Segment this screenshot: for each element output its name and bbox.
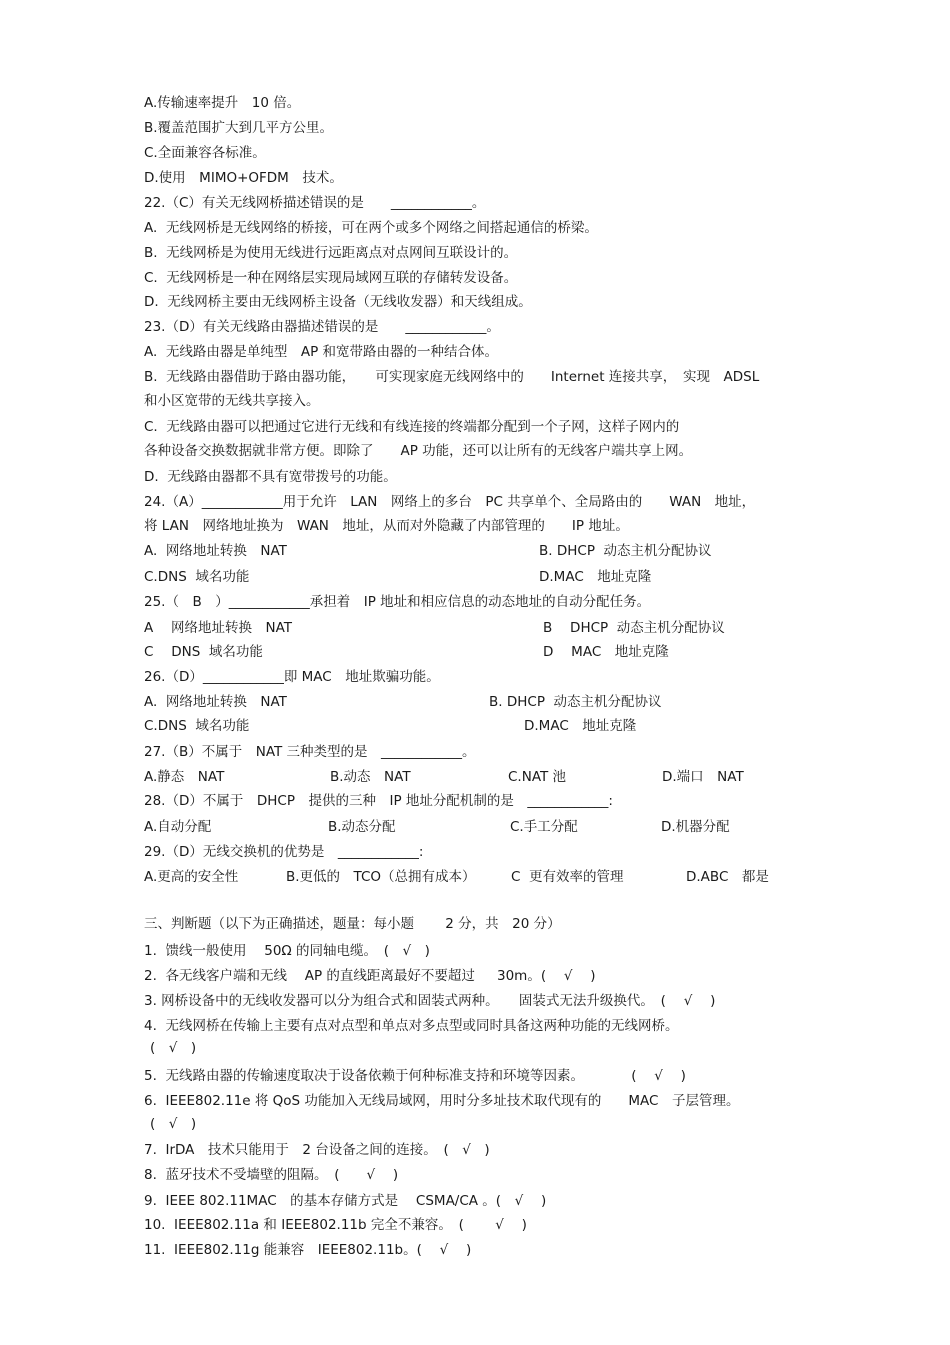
q22-option-d: D. 无线网桥主要由无线网桥主设备（无线收发器）和天线组成。 — [144, 294, 532, 310]
tf-item-4-answer: ( √ ) — [150, 1040, 197, 1056]
tf-item-7: 7. IrDA 技术只能用于 2 台设备之间的连接。 ( √ ) — [144, 1142, 490, 1158]
q22-option-a: A. 无线网桥是无线网络的桥接，可在两个或多个网络之间搭起通信的桥梁。 — [144, 220, 598, 236]
q27-option-b: B.动态 NAT — [330, 769, 411, 785]
q24-stem-line2: 将 LAN 网络地址换为 WAN 地址，从而对外隐藏了内部管理的 IP 地址。 — [144, 518, 629, 534]
q23-option-b-line1: B. 无线路由器借助于路由器功能， 可实现家庭无线网络中的 Internet 连接共享， 实现 ADSL — [144, 369, 760, 385]
q23-option-d: D. 无线路由器都不具有宽带拨号的功能。 — [144, 469, 397, 485]
q27-option-a: A.静态 NAT — [144, 769, 225, 785]
q23-option-c-line1: C. 无线路由器可以把通过它进行无线和有线连接的终端都分配到一个子网，这样子网内的 — [144, 419, 680, 435]
tf-item-6: 6. IEEE802.11e 将 QoS 功能加入无线局域网，用时分多址技术取代现有的 MAC 子层管理。 — [144, 1093, 740, 1109]
tf-item-4: 4. 无线网桥在传输上主要有点对点型和单点对多点型或同时具备这两种功能的无线网桥。 — [144, 1018, 679, 1034]
q26-option-d: D.MAC 地址克隆 — [524, 718, 637, 734]
q22-option-b: B. 无线网桥是为使用无线进行远距离点对点网间互联设计的。 — [144, 245, 518, 261]
tf-item-2: 2. 各无线客户端和无线 AP 的直线距离最好不要超过 30m。( √ ) — [144, 968, 596, 984]
q24-option-d: D.MAC 地址克隆 — [539, 569, 652, 585]
tf-item-5: 5. 无线路由器的传输速度取决于设备依赖于何种标准支持和环境等因素。 ( √ ) — [144, 1068, 686, 1084]
q27-stem: 27.（B）不属于 NAT 三种类型的是 ____________。 — [144, 744, 476, 760]
tf-item-9: 9. IEEE 802.11MAC 的基本存储方式是 CSMA/CA 。( √ ) — [144, 1193, 547, 1209]
q22-option-c: C. 无线网桥是一种在网络层实现局域网互联的存储转发设备。 — [144, 270, 518, 286]
q26-option-c: C.DNS 域名功能 — [144, 718, 250, 734]
q25-option-b: B DHCP 动态主机分配协议 — [543, 620, 725, 636]
q26-option-b: B. DHCP 动态主机分配协议 — [489, 694, 662, 710]
q21-option-c: C.全面兼容各标准。 — [144, 145, 266, 161]
q29-option-a: A.更高的安全性 — [144, 869, 239, 885]
q22-stem: 22.（C）有关无线网桥描述错误的是 ____________。 — [144, 195, 486, 211]
q25-stem: 25.（ B ）____________承担着 IP 地址和相应信息的动态地址的自动分配任务。 — [144, 594, 651, 610]
q23-option-a: A. 无线路由器是单纯型 AP 和宽带路由器的一种结合体。 — [144, 344, 499, 360]
q26-option-a: A. 网络地址转换 NAT — [144, 694, 287, 710]
q24-option-a: A. 网络地址转换 NAT — [144, 543, 287, 559]
tf-item-6-answer: ( √ ) — [150, 1116, 197, 1132]
q27-option-c: C.NAT 池 — [508, 769, 567, 785]
q28-option-a: A.自动分配 — [144, 819, 212, 835]
tf-item-1: 1. 馈线一般使用 50Ω 的同轴电缆。 ( √ ) — [144, 943, 430, 959]
section-3-heading: 三、判断题（以下为正确描述，题量：每小题 2 分，共 20 分） — [144, 916, 561, 932]
q26-stem: 26.（D）____________即 MAC 地址欺骗功能。 — [144, 669, 440, 685]
q27-option-d: D.端口 NAT — [662, 769, 744, 785]
q28-option-c: C.手工分配 — [510, 819, 578, 835]
q21-option-a: A.传输速率提升 10 倍。 — [144, 95, 301, 111]
q29-option-b: B.更低的 TCO（总拥有成本） — [286, 869, 476, 885]
q28-stem: 28.（D）不属于 DHCP 提供的三种 IP 地址分配机制的是 ____________: — [144, 793, 613, 809]
q29-stem: 29.（D）无线交换机的优势是 ____________: — [144, 844, 424, 860]
q21-option-d: D.使用 MIMO+OFDM 技术。 — [144, 170, 343, 186]
tf-item-8: 8. 蓝牙技术不受墙壁的阻隔。 ( √ ) — [144, 1167, 399, 1183]
tf-item-3: 3. 网桥设备中的无线收发器可以分为组合式和固装式两种。 固装式无法升级换代。 ( √ ) — [144, 993, 716, 1009]
tf-item-10: 10. IEEE802.11a 和 IEEE802.11b 完全不兼容。 ( √ ) — [144, 1217, 527, 1233]
tf-item-11: 11. IEEE802.11g 能兼容 IEEE802.11b。( √ ) — [144, 1242, 472, 1258]
q23-option-b-line2: 和小区宽带的无线共享接入。 — [144, 393, 320, 409]
q23-stem: 23.（D）有关无线路由器描述错误的是 ____________。 — [144, 319, 500, 335]
q25-option-c: C DNS 域名功能 — [144, 644, 263, 660]
q24-option-b: B. DHCP 动态主机分配协议 — [539, 543, 712, 559]
q28-option-b: B.动态分配 — [328, 819, 396, 835]
q24-stem-line1: 24.（A）____________用于允许 LAN 网络上的多台 PC 共享单个、全局路由的 WAN 地址， — [144, 494, 756, 510]
q29-option-d: D.ABC 都是 — [686, 869, 769, 885]
q24-option-c: C.DNS 域名功能 — [144, 569, 250, 585]
q21-option-b: B.覆盖范围扩大到几平方公里。 — [144, 120, 334, 136]
q29-option-c: C 更有效率的管理 — [511, 869, 624, 885]
q25-option-d: D MAC 地址克隆 — [543, 644, 669, 660]
q25-option-a: A 网络地址转换 NAT — [144, 620, 293, 636]
q23-option-c-line2: 各种设备交换数据就非常方便。即除了 AP 功能，还可以让所有的无线客户端共享上网。 — [144, 443, 693, 459]
q28-option-d: D.机器分配 — [661, 819, 730, 835]
